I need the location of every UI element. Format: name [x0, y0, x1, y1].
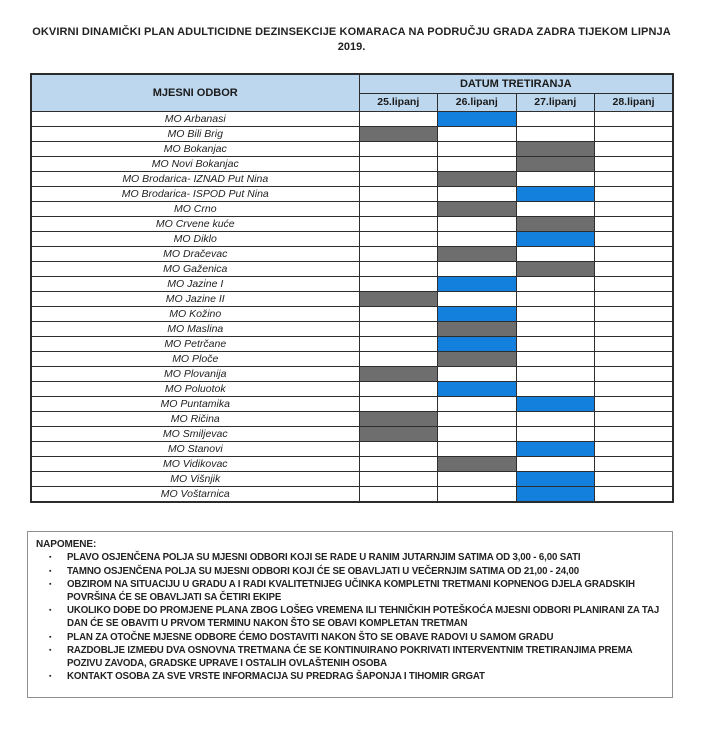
treatment-cell-evening — [516, 216, 595, 231]
date-header-2: 26.lipanj — [438, 93, 517, 111]
treatment-cell-empty — [595, 336, 674, 351]
notes-heading: NAPOMENE: — [36, 539, 97, 550]
treatment-cell-evening — [438, 351, 517, 366]
treatment-cell-morning — [516, 441, 595, 456]
treatment-cell-empty — [359, 216, 438, 231]
treatment-cell-empty — [359, 276, 438, 291]
note-text: PLAVO OSJENČENA POLJA SU MJESNI ODBORI KOJI SE RADE U RANIM JUTARNJIM SATIMA OD 3,00 - 6,00 SATI — [67, 552, 581, 563]
table-row — [31, 351, 673, 366]
treatment-cell-empty — [359, 156, 438, 171]
table-row — [31, 186, 673, 201]
treatment-cell-empty — [438, 441, 517, 456]
treatment-cell-empty — [516, 126, 595, 141]
treatment-cell-empty — [595, 216, 674, 231]
treatment-cell-empty — [595, 441, 674, 456]
table-row — [31, 126, 673, 141]
treatment-cell-empty — [516, 456, 595, 471]
treatment-cell-empty — [595, 366, 674, 381]
note-text: OBZIROM NA SITUACIJU U GRADU A I RADI KVALITETNIJEG UČINKA KOMPLETNI TRETMANI KOPNENOG DJELA GRADSKIH POVRŠINA ĆE SE OBAVLJATI SA ČETIRI EKIPE — [67, 579, 635, 603]
treatment-cell-evening — [516, 156, 595, 171]
treatment-cell-empty — [359, 336, 438, 351]
mjesni-odbor-name: MO Brodarica- ISPOD Put Nina — [31, 186, 359, 201]
table-row — [31, 201, 673, 216]
note-item — [36, 605, 662, 630]
bullet-icon: ▪ — [49, 647, 52, 655]
title-line-2: 2019. — [337, 41, 366, 53]
table-row — [31, 426, 673, 441]
treatment-cell-empty — [595, 351, 674, 366]
table-row — [31, 486, 673, 502]
mjesni-odbor-name: MO Ričina — [31, 411, 359, 426]
table-row — [31, 216, 673, 231]
table-row — [31, 336, 673, 351]
treatment-cell-empty — [595, 186, 674, 201]
treatment-cell-empty — [595, 306, 674, 321]
treatment-cell-empty — [359, 471, 438, 486]
treatment-cell-morning — [438, 381, 517, 396]
treatment-cell-empty — [438, 486, 517, 502]
treatment-cell-empty — [595, 471, 674, 486]
table-row — [31, 396, 673, 411]
treatment-cell-empty — [438, 186, 517, 201]
treatment-cell-empty — [595, 111, 674, 126]
treatment-cell-evening — [438, 171, 517, 186]
treatment-cell-empty — [438, 471, 517, 486]
treatment-cell-empty — [438, 231, 517, 246]
treatment-cell-morning — [516, 471, 595, 486]
treatment-cell-empty — [595, 456, 674, 471]
treatment-cell-empty — [595, 381, 674, 396]
treatment-cell-morning — [438, 276, 517, 291]
note-text: TAMNO OSJENČENA POLJA SU MJESNI ODBORI KOJI ĆE SE OBAVLJATI U VEČERNJIM SATIMA OD 21,00 - 24,00 — [67, 565, 580, 577]
note-item — [36, 645, 662, 670]
treatment-cell-empty — [595, 321, 674, 336]
treatment-cell-evening — [438, 246, 517, 261]
bullet-icon: ▪ — [49, 673, 52, 681]
treatment-cell-empty — [359, 201, 438, 216]
treatment-cell-empty — [516, 246, 595, 261]
treatment-cell-empty — [438, 126, 517, 141]
mjesni-odbor-name: MO Crno — [31, 201, 359, 216]
treatment-cell-empty — [438, 141, 517, 156]
treatment-cell-empty — [359, 456, 438, 471]
document-title — [0, 0, 703, 53]
treatment-cell-morning — [516, 186, 595, 201]
treatment-cell-empty — [595, 396, 674, 411]
mjesni-odbor-name: MO Diklo — [31, 231, 359, 246]
treatment-cell-empty — [595, 126, 674, 141]
treatment-cell-empty — [516, 201, 595, 216]
treatment-cell-evening — [438, 456, 517, 471]
mjesni-odbor-name: MO Arbanasi — [31, 111, 359, 126]
treatment-cell-empty — [359, 246, 438, 261]
table-row — [31, 246, 673, 261]
mjesni-odbor-name: MO Višnjik — [31, 471, 359, 486]
treatment-cell-evening — [516, 261, 595, 276]
note-item — [36, 552, 662, 565]
treatment-cell-empty — [516, 426, 595, 441]
treatment-cell-empty — [595, 411, 674, 426]
treatment-cell-morning — [438, 306, 517, 321]
bullet-icon: ▪ — [49, 607, 52, 615]
treatment-cell-empty — [359, 381, 438, 396]
treatment-cell-empty — [595, 486, 674, 502]
mjesni-odbor-name: MO Vidikovac — [31, 456, 359, 471]
treatment-cell-empty — [359, 231, 438, 246]
bullet-icon: ▪ — [49, 633, 52, 641]
mjesni-odbor-name: MO Brodarica- IZNAD Put Nina — [31, 171, 359, 186]
mjesni-odbor-name: MO Jazine II — [31, 291, 359, 306]
table-header — [31, 74, 673, 111]
table-row — [31, 471, 673, 486]
mjesni-odbor-name: MO Stanovi — [31, 441, 359, 456]
note-item — [36, 579, 662, 604]
table-row — [31, 321, 673, 336]
table-row — [31, 156, 673, 171]
mjesni-odbor-name: MO Poluotok — [31, 381, 359, 396]
table-row — [31, 231, 673, 246]
mjesni-odbor-name: MO Bili Brig — [31, 126, 359, 141]
treatment-cell-empty — [438, 426, 517, 441]
treatment-cell-empty — [595, 231, 674, 246]
table-row — [31, 441, 673, 456]
treatment-cell-empty — [595, 261, 674, 276]
treatment-cell-empty — [595, 171, 674, 186]
treatment-cell-empty — [438, 411, 517, 426]
treatment-cell-empty — [438, 261, 517, 276]
treatment-cell-empty — [516, 171, 595, 186]
date-header-3: 27.lipanj — [516, 93, 595, 111]
note-item — [36, 671, 662, 684]
treatment-cell-empty — [359, 321, 438, 336]
treatment-cell-empty — [516, 111, 595, 126]
table-row — [31, 111, 673, 126]
treatment-cell-empty — [359, 111, 438, 126]
treatment-cell-empty — [359, 396, 438, 411]
table-row — [31, 381, 673, 396]
bullet-icon: ▪ — [49, 554, 52, 561]
mjesni-odbor-name: MO Dračevac — [31, 246, 359, 261]
date-header-4: 28.lipanj — [595, 93, 674, 111]
treatment-cell-empty — [516, 381, 595, 396]
treatment-cell-empty — [595, 141, 674, 156]
bullet-icon: ▪ — [49, 581, 52, 589]
mjesni-odbor-name: MO Novi Bokanjac — [31, 156, 359, 171]
treatment-cell-empty — [359, 306, 438, 321]
mjesni-odbor-name: MO Kožino — [31, 306, 359, 321]
mjesni-odbor-name: MO Ploče — [31, 351, 359, 366]
treatment-cell-evening — [438, 201, 517, 216]
treatment-cell-evening — [359, 366, 438, 381]
treatment-cell-morning — [438, 111, 517, 126]
table-row — [31, 306, 673, 321]
note-text: RAZDOBLJE IZMEĐU DVA OSNOVNA TRETMANA ĆE SE KONTINUIRANO POKRIVATI INTERVENTNIM TRETIRANJIMA PREMA POZIVU ZAVODA, GRADSKE UPRAVE I OSTALIH OVLAŠTENIH OSOBA — [67, 645, 633, 669]
note-item — [36, 566, 662, 579]
treatment-cell-empty — [595, 201, 674, 216]
treatment-cell-empty — [516, 306, 595, 321]
treatment-cell-empty — [438, 291, 517, 306]
treatment-cell-morning — [516, 486, 595, 502]
notes-list — [36, 552, 662, 684]
mjesni-odbor-name: MO Jazine I — [31, 276, 359, 291]
mjesni-odbor-name: MO Maslina — [31, 321, 359, 336]
table-row — [31, 411, 673, 426]
treatment-cell-empty — [359, 351, 438, 366]
table-row — [31, 456, 673, 471]
mjesni-odbor-name: MO Petrčane — [31, 336, 359, 351]
treatment-cell-morning — [516, 396, 595, 411]
table-row — [31, 291, 673, 306]
treatment-cell-empty — [359, 171, 438, 186]
date-header-1: 25.lipanj — [359, 93, 438, 111]
note-text: UKOLIKO DOĐE DO PROMJENE PLANA ZBOG LOŠEG VREMENA ILI TEHNIČKIH POTEŠKOĆA MJESNI ODBORI PLANIRANI ZA TAJ DAN ĆE SE OBAVITI U PRVOM TERMINU NAKON ŠTO SE OBAVI KOMPLETAN TRETMAN — [67, 605, 660, 629]
bullet-icon: ▪ — [49, 567, 52, 575]
treatment-cell-empty — [359, 141, 438, 156]
treatment-cell-empty — [516, 351, 595, 366]
mjesni-odbor-name: MO Gaženica — [31, 261, 359, 276]
treatment-cell-empty — [516, 276, 595, 291]
treatment-table-body — [31, 111, 673, 502]
mjesni-odbor-name: MO Bokanjac — [31, 141, 359, 156]
treatment-cell-empty — [359, 441, 438, 456]
note-text: KONTAKT OSOBA ZA SVE VRSTE INFORMACIJA SU PREDRAG ŠAPONJA I TIHOMIR GRGAT — [67, 671, 485, 683]
mjesni-odbor-name: MO Crvene kuće — [31, 216, 359, 231]
mjesni-odbor-name: MO Smiljevac — [31, 426, 359, 441]
column-header-mjesni-odbor: MJESNI ODBOR — [31, 74, 359, 111]
treatment-cell-evening — [359, 291, 438, 306]
treatment-cell-empty — [595, 426, 674, 441]
treatment-cell-evening — [359, 411, 438, 426]
treatment-cell-empty — [595, 156, 674, 171]
treatment-cell-evening — [359, 126, 438, 141]
notes-box — [27, 531, 673, 698]
table-row — [31, 261, 673, 276]
treatment-cell-empty — [438, 396, 517, 411]
treatment-cell-empty — [516, 336, 595, 351]
mjesni-odbor-name: MO Puntamika — [31, 396, 359, 411]
mjesni-odbor-name: MO Plovanija — [31, 366, 359, 381]
treatment-cell-empty — [516, 291, 595, 306]
note-text: PLAN ZA OTOČNE MJESNE ODBORE ĆEMO DOSTAVITI NAKON ŠTO SE OBAVE RADOVI U SAMOM GRADU — [67, 631, 554, 643]
treatment-cell-empty — [359, 486, 438, 502]
treatment-cell-empty — [595, 276, 674, 291]
treatment-cell-evening — [516, 141, 595, 156]
table-row — [31, 366, 673, 381]
treatment-cell-empty — [595, 291, 674, 306]
treatment-cell-empty — [595, 246, 674, 261]
table-row — [31, 171, 673, 186]
treatment-cell-empty — [516, 321, 595, 336]
table-row — [31, 276, 673, 291]
table-row — [31, 141, 673, 156]
treatment-schedule-table — [30, 73, 674, 503]
treatment-cell-empty — [438, 366, 517, 381]
mjesni-odbor-name: MO Voštarnica — [31, 486, 359, 502]
treatment-cell-empty — [359, 186, 438, 201]
treatment-cell-morning — [438, 336, 517, 351]
treatment-cell-empty — [516, 366, 595, 381]
treatment-cell-empty — [359, 261, 438, 276]
treatment-cell-empty — [438, 156, 517, 171]
note-item — [36, 632, 662, 645]
treatment-cell-evening — [438, 321, 517, 336]
title-line-1: OKVIRNI DINAMIČKI PLAN ADULTICIDNE DEZINSEKCIJE KOMARACA NA PODRUČJU GRADA ZADRA TIJEKOM LIPNJA — [32, 26, 671, 38]
treatment-cell-empty — [438, 216, 517, 231]
treatment-cell-evening — [359, 426, 438, 441]
treatment-cell-empty — [516, 411, 595, 426]
treatment-cell-morning — [516, 231, 595, 246]
column-group-header-datum-tretiranja: DATUM TRETIRANJA — [359, 74, 673, 93]
